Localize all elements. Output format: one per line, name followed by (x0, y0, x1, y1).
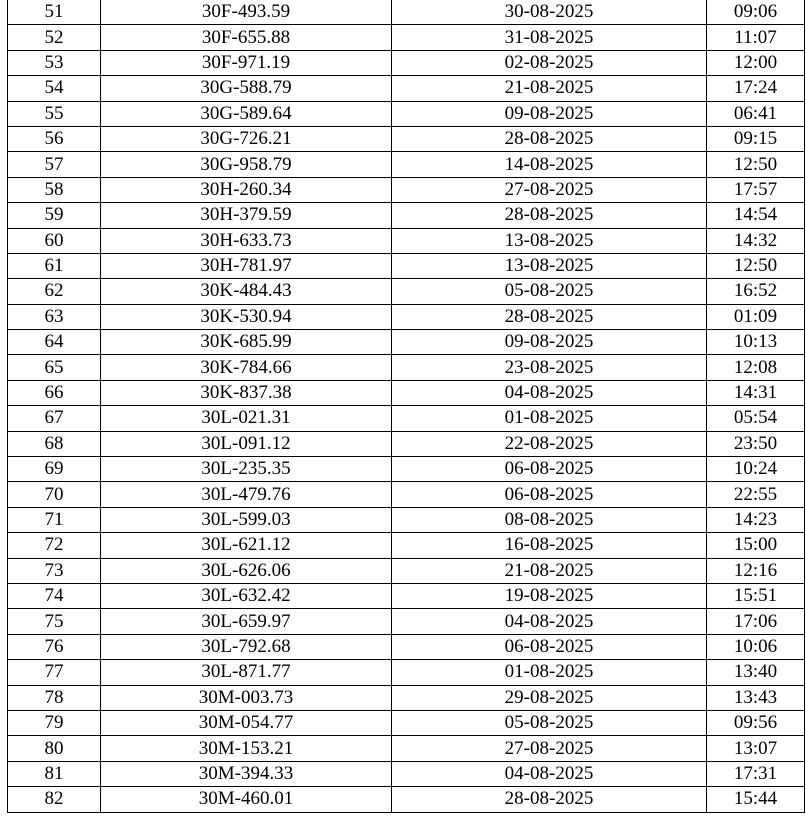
plate-code-cell: 30K-837.38 (101, 380, 392, 405)
table-row (8, 736, 805, 761)
row-number-cell: 80 (8, 736, 101, 761)
row-number-cell: 57 (8, 152, 101, 177)
time-cell: 13:43 (707, 685, 805, 710)
plate-code-cell: 30L-626.06 (101, 558, 392, 583)
time-cell: 12:50 (707, 253, 805, 278)
plate-code-cell: 30K-685.99 (101, 330, 392, 355)
row-number-cell: 55 (8, 101, 101, 126)
plate-code-cell: 30H-260.34 (101, 177, 392, 202)
row-number-cell: 69 (8, 457, 101, 482)
date-cell: 05-08-2025 (392, 279, 707, 304)
date-cell: 27-08-2025 (392, 177, 707, 202)
table-row (8, 304, 805, 329)
date-cell: 28-08-2025 (392, 126, 707, 151)
time-cell: 14:32 (707, 228, 805, 253)
row-number-cell: 82 (8, 787, 101, 812)
table-row (8, 787, 805, 812)
date-cell: 04-08-2025 (392, 761, 707, 786)
time-cell: 13:40 (707, 660, 805, 685)
table-row (8, 253, 805, 278)
row-number-cell: 78 (8, 685, 101, 710)
row-number-cell: 64 (8, 330, 101, 355)
table-row (8, 203, 805, 228)
table-row (8, 634, 805, 659)
row-number-cell: 67 (8, 406, 101, 431)
plate-code-cell: 30M-460.01 (101, 787, 392, 812)
table-row (8, 482, 805, 507)
time-cell: 15:51 (707, 583, 805, 608)
date-cell: 01-08-2025 (392, 660, 707, 685)
row-number-cell: 58 (8, 177, 101, 202)
time-cell: 12:16 (707, 558, 805, 583)
table-row (8, 507, 805, 532)
time-cell: 16:52 (707, 279, 805, 304)
time-cell: 10:24 (707, 457, 805, 482)
table-row (8, 660, 805, 685)
table-row (8, 101, 805, 126)
table-row (8, 76, 805, 101)
time-cell: 14:31 (707, 380, 805, 405)
table-row (8, 685, 805, 710)
date-cell: 04-08-2025 (392, 609, 707, 634)
date-cell: 16-08-2025 (392, 533, 707, 558)
table-row (8, 533, 805, 558)
plate-code-cell: 30H-379.59 (101, 203, 392, 228)
row-number-cell: 65 (8, 355, 101, 380)
plate-code-cell: 30L-479.76 (101, 482, 392, 507)
date-cell: 08-08-2025 (392, 507, 707, 532)
table-row (8, 0, 805, 25)
plate-code-cell: 30M-003.73 (101, 685, 392, 710)
plate-code-cell: 30L-621.12 (101, 533, 392, 558)
time-cell: 17:06 (707, 609, 805, 634)
date-cell: 05-08-2025 (392, 710, 707, 735)
date-cell: 28-08-2025 (392, 787, 707, 812)
row-number-cell: 79 (8, 710, 101, 735)
plate-code-cell: 30L-792.68 (101, 634, 392, 659)
table-row (8, 50, 805, 75)
time-cell: 22:55 (707, 482, 805, 507)
row-number-cell: 59 (8, 203, 101, 228)
plate-code-cell: 30M-054.77 (101, 710, 392, 735)
row-number-cell: 76 (8, 634, 101, 659)
table-row (8, 558, 805, 583)
time-cell: 15:44 (707, 787, 805, 812)
time-cell: 17:24 (707, 76, 805, 101)
table-row (8, 355, 805, 380)
plate-code-cell: 30L-021.31 (101, 406, 392, 431)
time-cell: 09:56 (707, 710, 805, 735)
date-cell: 31-08-2025 (392, 25, 707, 50)
time-cell: 09:15 (707, 126, 805, 151)
table-row (8, 457, 805, 482)
plate-code-cell: 30H-781.97 (101, 253, 392, 278)
row-number-cell: 52 (8, 25, 101, 50)
document-page (7, 0, 804, 813)
time-cell: 09:06 (707, 0, 805, 25)
plate-code-cell: 30K-530.94 (101, 304, 392, 329)
row-number-cell: 62 (8, 279, 101, 304)
row-number-cell: 61 (8, 253, 101, 278)
plate-code-cell: 30G-958.79 (101, 152, 392, 177)
date-cell: 02-08-2025 (392, 50, 707, 75)
table-row (8, 431, 805, 456)
date-cell: 19-08-2025 (392, 583, 707, 608)
table-row (8, 380, 805, 405)
plate-code-cell: 30L-632.42 (101, 583, 392, 608)
plate-code-cell: 30L-599.03 (101, 507, 392, 532)
row-number-cell: 51 (8, 0, 101, 25)
plate-code-cell: 30H-633.73 (101, 228, 392, 253)
time-cell: 12:50 (707, 152, 805, 177)
date-cell: 21-08-2025 (392, 76, 707, 101)
time-cell: 17:57 (707, 177, 805, 202)
time-cell: 12:00 (707, 50, 805, 75)
plate-code-cell: 30F-655.88 (101, 25, 392, 50)
date-cell: 30-08-2025 (392, 0, 707, 25)
plate-code-cell: 30K-784.66 (101, 355, 392, 380)
time-cell: 10:13 (707, 330, 805, 355)
row-number-cell: 74 (8, 583, 101, 608)
time-cell: 14:23 (707, 507, 805, 532)
date-cell: 09-08-2025 (392, 101, 707, 126)
row-number-cell: 54 (8, 76, 101, 101)
time-cell: 05:54 (707, 406, 805, 431)
plate-code-cell: 30L-871.77 (101, 660, 392, 685)
time-cell: 10:06 (707, 634, 805, 659)
row-number-cell: 53 (8, 50, 101, 75)
plate-code-cell: 30F-493.59 (101, 0, 392, 25)
row-number-cell: 77 (8, 660, 101, 685)
date-cell: 13-08-2025 (392, 228, 707, 253)
time-cell: 14:54 (707, 203, 805, 228)
row-number-cell: 71 (8, 507, 101, 532)
table-row (8, 609, 805, 634)
time-cell: 15:00 (707, 533, 805, 558)
date-cell: 22-08-2025 (392, 431, 707, 456)
table-row (8, 25, 805, 50)
table-row (8, 279, 805, 304)
row-number-cell: 66 (8, 380, 101, 405)
plate-code-cell: 30L-659.97 (101, 609, 392, 634)
date-cell: 06-08-2025 (392, 482, 707, 507)
row-number-cell: 75 (8, 609, 101, 634)
table-row (8, 583, 805, 608)
date-cell: 23-08-2025 (392, 355, 707, 380)
table-row (8, 710, 805, 735)
date-cell: 21-08-2025 (392, 558, 707, 583)
row-number-cell: 81 (8, 761, 101, 786)
plate-code-cell: 30L-091.12 (101, 431, 392, 456)
plate-code-cell: 30L-235.35 (101, 457, 392, 482)
plate-code-cell: 30G-588.79 (101, 76, 392, 101)
table-row (8, 330, 805, 355)
table-row (8, 406, 805, 431)
table-row (8, 761, 805, 786)
row-number-cell: 72 (8, 533, 101, 558)
records-table (7, 0, 805, 813)
date-cell: 06-08-2025 (392, 457, 707, 482)
row-number-cell: 68 (8, 431, 101, 456)
time-cell: 11:07 (707, 25, 805, 50)
date-cell: 29-08-2025 (392, 685, 707, 710)
time-cell: 01:09 (707, 304, 805, 329)
time-cell: 06:41 (707, 101, 805, 126)
date-cell: 04-08-2025 (392, 380, 707, 405)
records-table-body (8, 0, 805, 812)
time-cell: 17:31 (707, 761, 805, 786)
date-cell: 06-08-2025 (392, 634, 707, 659)
time-cell: 12:08 (707, 355, 805, 380)
plate-code-cell: 30M-153.21 (101, 736, 392, 761)
time-cell: 23:50 (707, 431, 805, 456)
plate-code-cell: 30K-484.43 (101, 279, 392, 304)
table-row (8, 177, 805, 202)
plate-code-cell: 30M-394.33 (101, 761, 392, 786)
date-cell: 27-08-2025 (392, 736, 707, 761)
date-cell: 28-08-2025 (392, 304, 707, 329)
plate-code-cell: 30F-971.19 (101, 50, 392, 75)
row-number-cell: 56 (8, 126, 101, 151)
table-row (8, 228, 805, 253)
table-row (8, 152, 805, 177)
date-cell: 09-08-2025 (392, 330, 707, 355)
time-cell: 13:07 (707, 736, 805, 761)
row-number-cell: 63 (8, 304, 101, 329)
date-cell: 28-08-2025 (392, 203, 707, 228)
plate-code-cell: 30G-726.21 (101, 126, 392, 151)
row-number-cell: 73 (8, 558, 101, 583)
date-cell: 14-08-2025 (392, 152, 707, 177)
row-number-cell: 70 (8, 482, 101, 507)
date-cell: 01-08-2025 (392, 406, 707, 431)
row-number-cell: 60 (8, 228, 101, 253)
table-row (8, 126, 805, 151)
plate-code-cell: 30G-589.64 (101, 101, 392, 126)
date-cell: 13-08-2025 (392, 253, 707, 278)
